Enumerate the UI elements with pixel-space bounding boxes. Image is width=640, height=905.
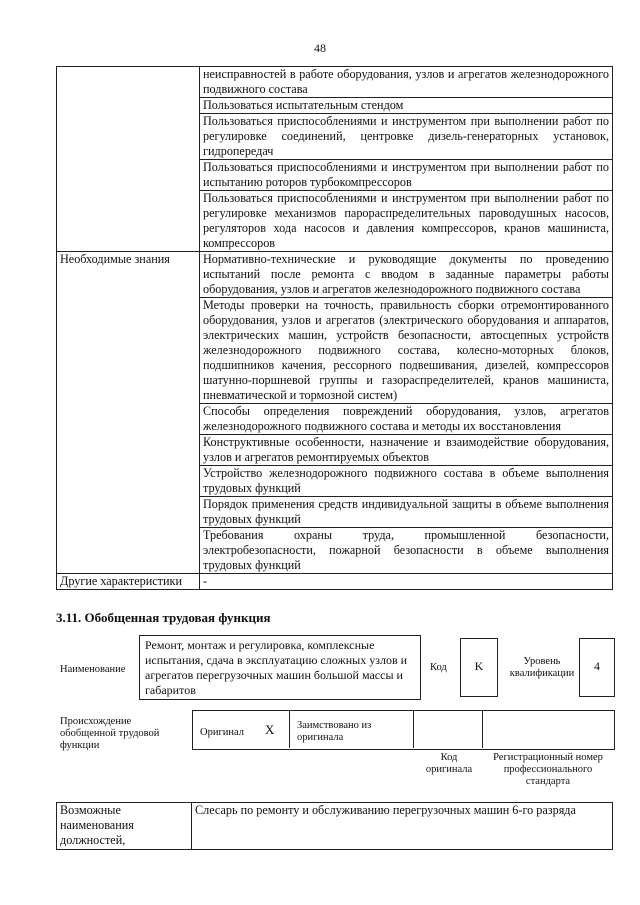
row-text: Способы определения повреждений оборудования, узлов, агрегатов железнодорожного подвижного состава и методы их восстановления	[200, 404, 613, 435]
section-heading: 3.11. Обобщенная трудовая функция	[56, 610, 271, 625]
origin-divider-2	[413, 710, 414, 748]
code-label: Код	[430, 662, 447, 673]
positions-value: Слесарь по ремонту и обслуживанию перегрузочных машин 6-го разряда	[192, 803, 613, 850]
reg-number-caption: Регистрационный номер профессионального стандарта	[493, 752, 603, 787]
row-text: Требования охраны труда, промышленной безопасности, электробезопасности, пожарной безопасности в объеме выполнения трудовых функций	[200, 528, 613, 574]
function-name-box	[139, 635, 421, 700]
row-text: Устройство железнодорожного подвижного состава в объеме выполнения трудовых функций	[200, 466, 613, 497]
row-text: Нормативно-технические и руководящие документы по проведению испытаний после ремонта с вводом в заданные параметры работы оборудования, узлов и агрегатов железнодорожного подвижного состава	[200, 252, 613, 298]
level-label: Уровень квалификации	[509, 656, 575, 679]
function-name-value: Ремонт, монтаж и регулировка, комплексные испытания, сдача в эксплуатацию сложных узлов и агрегатов перегрузочных машин большой массы и габаритов	[145, 638, 408, 697]
requirements-table-body	[57, 67, 613, 590]
row-label: Другие характеристики	[57, 574, 200, 590]
code-value-box	[460, 638, 498, 697]
row-text: Пользоваться приспособлениями и инструментом при выполнении работ по испытанию роторов турбокомпрессоров	[200, 160, 613, 191]
row-text: Пользоваться приспособлениями и инструментом при выполнении работ по регулировке соединений, центровке дизель-генераторных установок, гидропередач	[200, 114, 613, 160]
origin-label: Происхождение обобщенной трудовой функции	[60, 716, 160, 751]
original-mark: X	[265, 722, 275, 737]
code-original-caption: Код оригинала	[425, 752, 473, 775]
row-label: Необходимые знания	[57, 252, 200, 574]
level-value-box	[579, 638, 615, 697]
name-label: Наименование	[60, 664, 126, 675]
row-text: Методы проверки на точность, правильность сборки отремонтированного оборудования, узлов и агрегатов (электрического оборудования и аппаратов, электрических машин, устройств безопасности, автосцепных устройств железнодорожного подвижного состава, колесно-моторных блоков, подшипников качения, рессорного подвешивания, дизелей, компрессоров шатунно-поршневой группы и газораспределителей, кранов машиниста, пневматической и тормозной систем)	[200, 298, 613, 404]
row-text: Конструктивные особенности, назначение и взаимодействие оборудования, узлов и агрегатов ремонтируемых объектов	[200, 435, 613, 466]
table-row	[57, 252, 613, 298]
code-value: K	[474, 659, 484, 673]
positions-row	[57, 803, 613, 850]
original-label: Оригинал	[200, 727, 244, 738]
row-text: Пользоваться приспособлениями и инструментом при выполнении работ по регулировке механизмов парораспределительных пароводушных насосов, регуляторов хода насосов и давления компрессоров, кранов машиниста, компрессоров	[200, 191, 613, 252]
origin-divider-1	[289, 710, 290, 748]
level-value: 4	[594, 659, 600, 673]
borrowed-label: Заимствовано из оригинала	[297, 720, 372, 743]
positions-table	[56, 802, 613, 850]
table-row	[57, 574, 613, 590]
row-text: неисправностей в работе оборудования, узлов и агрегатов железнодорожного подвижного состава	[200, 67, 613, 98]
origin-divider-3	[482, 710, 483, 748]
table-row	[57, 67, 613, 98]
row-text: -	[200, 574, 613, 590]
positions-label: Возможные наименования должностей,	[57, 803, 192, 850]
row-text: Порядок применения средств индивидуальной защиты в объеме выполнения трудовых функций	[200, 497, 613, 528]
row-text: Пользоваться испытательным стендом	[200, 98, 613, 114]
requirements-table	[56, 66, 613, 590]
page-number: 48	[314, 41, 326, 55]
row-label	[57, 67, 200, 252]
